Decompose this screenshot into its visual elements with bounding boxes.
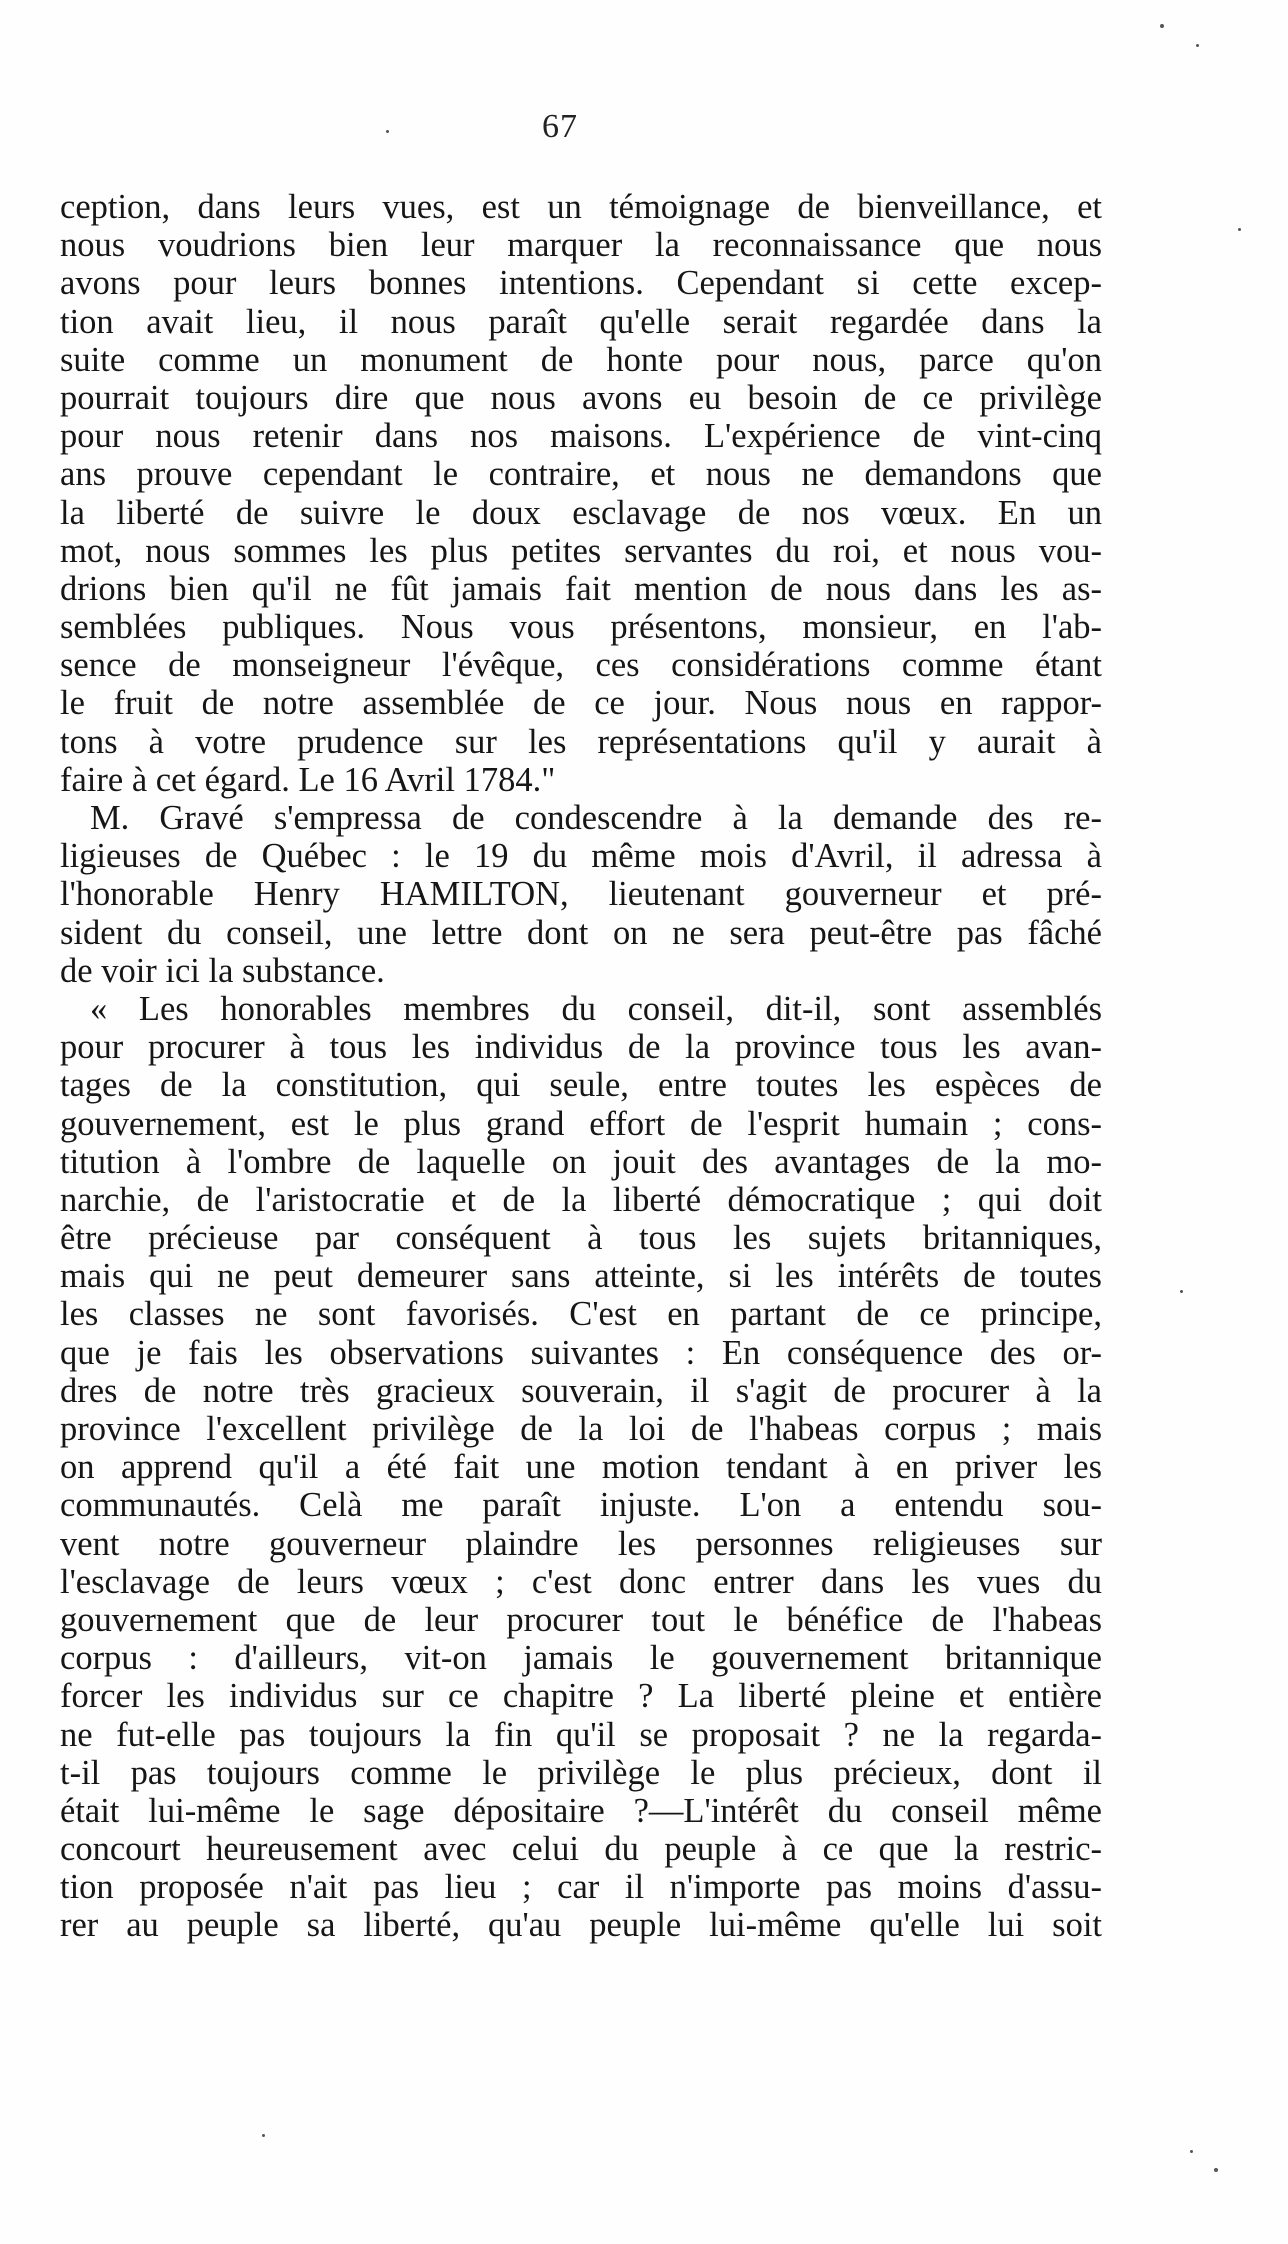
text-line: narchie, de l'aristocratie et de la liberté démocratique ; qui doit [60,1180,1102,1219]
text-line: l'honorable Henry HAMILTON, lieutenant gouverneur et pré- [60,875,1102,914]
text-line: corpus : d'ailleurs, vit-on jamais le gouvernement britannique [60,1639,1102,1678]
text-line: pour procurer à tous les individus de la province tous les avan- [60,1028,1102,1067]
text-line: drions bien qu'il ne fût jamais fait mention de nous dans les as- [60,569,1102,608]
text-line: pourrait toujours dire que nous avons eu besoin de ce privilège [60,378,1102,417]
text-line: t-il pas toujours comme le privilège le plus précieux, dont il [60,1753,1102,1792]
text-line: l'esclavage de leurs vœux ; c'est donc entrer dans les vues du [60,1562,1102,1601]
text-line: concourt heureusement avec celui du peuple à ce que la restric- [60,1830,1102,1869]
scan-speck [262,2134,265,2137]
text-line: gouvernement, est le plus grand effort de l'esprit humain ; cons- [60,1104,1102,1143]
text-line: avons pour leurs bonnes intentions. Cependant si cette excep- [60,264,1102,303]
text-line: « Les honorables membres du conseil, dit-il, sont assemblés [90,989,1102,1028]
text-line: ligieuses de Québec : le 19 du même mois d'Avril, il adressa à [60,837,1102,876]
text-line: les classes ne sont favorisés. C'est en partant de ce principe, [60,1295,1102,1334]
scan-speck [1190,2150,1193,2153]
text-line: le fruit de notre assemblée de ce jour. Nous nous en rappor- [60,684,1102,723]
text-line: mais qui ne peut demeurer sans atteinte, si les intérêts de toutes [60,1257,1102,1296]
text-line: sident du conseil, une lettre dont on ne sera peut-être pas fâché [60,913,1102,952]
text-line: ne fut-elle pas toujours la fin qu'il se proposait ? ne la regarda- [60,1715,1102,1754]
text-line: mot, nous sommes les plus petites servantes du roi, et nous vou- [60,531,1102,570]
text-line: communautés. Celà me paraît injuste. L'on a entendu sou- [60,1486,1102,1525]
scan-speck [1196,44,1199,47]
text-line: sence de monseigneur l'évêque, ces considérations comme étant [60,646,1102,685]
text-line: rer au peuple sa liberté, qu'au peuple lui-même qu'elle lui soit [60,1906,1102,1945]
text-line: gouvernement que de leur procurer tout le bénéfice de l'habeas [60,1600,1102,1639]
text-line: être précieuse par conséquent à tous les sujets britanniques, [60,1219,1102,1258]
text-line: on apprend qu'il a été fait une motion tendant à en priver les [60,1448,1102,1487]
text-line: que je fais les observations suivantes : En conséquence des or- [60,1333,1102,1372]
text-line: nous voudrions bien leur marquer la reconnaissance que nous [60,226,1102,265]
body-text [60,188,1102,1945]
text-line: province l'excellent privilège de la loi de l'habeas corpus ; mais [60,1410,1102,1448]
text-line: titution à l'ombre de laquelle on jouit des avantages de la mo- [60,1142,1102,1181]
text-line: faire à cet égard. Le 16 Avril 1784." [60,760,556,799]
scan-speck [386,130,389,133]
text-line: dres de notre très gracieux souverain, il s'agit de procurer à la [60,1371,1102,1410]
text-line: ception, dans leurs vues, est un témoignage de bienveillance, et [60,188,1102,226]
scan-speck [1214,2168,1218,2172]
text-line: tion proposée n'ait pas lieu ; car il n'importe pas moins d'assu- [60,1868,1102,1907]
text-line: tages de la constitution, qui seule, entre toutes les espèces de [60,1066,1102,1105]
text-line: de voir ici la substance. [60,951,385,990]
text-line: était lui-même le sage dépositaire ?—L'intérêt du conseil même [60,1791,1102,1830]
text-line: forcer les individus sur ce chapitre ? La liberté pleine et entière [60,1677,1102,1716]
text-line: vent notre gouverneur plaindre les personnes religieuses sur [60,1524,1102,1563]
scan-speck [1160,24,1164,28]
text-line: semblées publiques. Nous vous présentons, monsieur, en l'ab- [60,608,1102,647]
text-line: tons à votre prudence sur les représentations qu'il y aurait à [60,722,1102,761]
text-line: ans prouve cependant le contraire, et nous ne demandons que [60,455,1102,494]
page-number: 67 [542,108,578,145]
text-line: tion avait lieu, il nous paraît qu'elle serait regardée dans la [60,302,1102,341]
text-line: la liberté de suivre le doux esclavage de nos vœux. En un [60,493,1102,532]
text-line: suite comme un monument de honte pour nous, parce qu'on [60,340,1102,379]
text-line: M. Gravé s'empressa de condescendre à la demande des re- [90,799,1102,837]
scan-speck [1180,1290,1183,1293]
scan-speck [1238,228,1241,231]
text-line: pour nous retenir dans nos maisons. L'expérience de vint-cinq [60,417,1102,456]
